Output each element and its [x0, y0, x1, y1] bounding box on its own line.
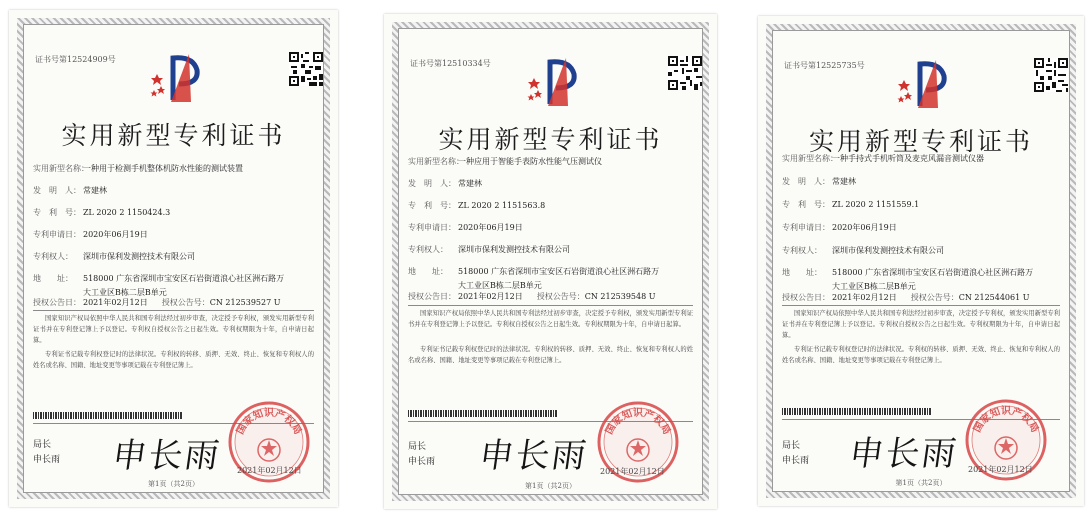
cnipa-logo-icon	[149, 50, 209, 106]
barcode-icon	[782, 408, 932, 415]
svg-text:国家知识产权局: 国家知识产权局	[603, 408, 673, 437]
certificate-title: 实用新型专利证书	[438, 125, 663, 154]
cnipa-logo-icon	[896, 56, 956, 112]
grant-statement: 国家知识产权局依照中华人民共和国专利法经过初步审查，决定授予专利权，颁发实用新型专利证书并在专利登记簿上予以登记。专利权自授权公告之日起生效。专利权期限为十年，自申请日起算。	[408, 310, 693, 328]
signatory-title: 局长 申长雨	[408, 442, 436, 467]
grant-statement: 国家知识产权局依照中华人民共和国专利法经过初步审查，决定授予专利权，颁发实用新型专利证书并在专利登记簿上予以登记。专利权自授权公告之日起生效。专利权期限为十年，自申请日起算。	[782, 310, 1060, 339]
certificate-number: 证书号第12525735号	[784, 61, 865, 70]
barcode-icon	[408, 410, 558, 417]
field-address: 地 址： 518000 广东省深圳市宝安区石岩街道浪心社区洲石路万 大工业区B栋二层B单元	[33, 274, 285, 297]
field-patentee: 专利权人： 深圳市保利发测控技术有限公司	[408, 245, 570, 254]
page-number: 第1页（共2页）	[525, 482, 576, 490]
qr-code-icon	[289, 52, 323, 86]
legal-status-statement: 专利证书记载专利权登记时的法律状况。专利权的转移、质押、无效、终止、恢复和专利权人的姓名或名称、国籍、地址变更等事项记载在专利登记簿上。	[408, 346, 693, 364]
field-patent-number: 专 利 号： ZL 2020 2 1150424.3	[33, 208, 171, 217]
field-patentee: 专利权人： 深圳市保利发测控技术有限公司	[33, 252, 195, 261]
grant-statement: 国家知识产权局依照中华人民共和国专利法经过初步审查，决定授予专利权，颁发实用新型专利证书并在专利登记簿上予以登记。专利权自授权公告之日起生效。专利权期限为十年，自申请日起算。	[33, 315, 314, 344]
qr-code-icon	[1034, 58, 1068, 92]
field-utility-model-name: 实用新型名称：一种用于检测手机整体机防水性能的测试装置	[33, 164, 243, 173]
signatory-title: 局长 申长雨	[33, 440, 61, 465]
patent-certificate-1	[9, 10, 338, 507]
field-patent-number: 专 利 号： ZL 2020 2 1151563.8	[408, 201, 546, 210]
field-inventor: 发 明 人： 常建林	[782, 177, 856, 186]
field-grant-date: 授权公告日： 2021年02月12日 授权公告号：CN 212539527 U	[33, 298, 281, 307]
field-grant-date: 授权公告日： 2021年02月12日 授权公告号：CN 212539548 U	[408, 292, 656, 301]
field-address: 地 址： 518000 广东省深圳市宝安区石岩街道浪心社区洲石路万 大工业区B栋二层B单元	[782, 268, 1034, 291]
legal-status-statement: 专利证书记载专利权登记时的法律状况。专利权的转移、质押、无效、终止、恢复和专利权人的姓名或名称、国籍、地址变更等事项记载在专利登记簿上。	[782, 346, 1060, 364]
divider-line	[782, 305, 1060, 306]
certificate-number: 证书号第12524909号	[35, 55, 116, 64]
field-address: 地 址： 518000 广东省深圳市宝安区石岩街道浪心社区洲石路万 大工业区B栋二层B单元	[408, 267, 660, 290]
director-signature: 申长雨	[109, 436, 224, 476]
certificate-title: 实用新型专利证书	[808, 127, 1033, 156]
director-signature: 申长雨	[846, 434, 961, 474]
field-filing-date: 专利申请日： 2020年06月19日	[782, 223, 897, 232]
page-number: 第1页（共2页）	[148, 480, 199, 488]
seal-date: 2021年02月12日	[600, 467, 665, 476]
field-filing-date: 专利申请日： 2020年06月19日	[33, 230, 148, 239]
signatory-title: 局长 申长雨	[782, 441, 810, 466]
field-inventor: 发 明 人： 常建林	[33, 186, 107, 195]
field-inventor: 发 明 人： 常建林	[408, 179, 482, 188]
patent-certificate-2	[384, 14, 717, 509]
divider-line	[33, 310, 314, 311]
seal-date: 2021年02月12日	[968, 465, 1033, 474]
director-signature: 申长雨	[476, 436, 591, 476]
certificate-number: 证书号第12510334号	[410, 59, 491, 68]
field-utility-model-name: 实用新型名称：一种手持式手机听筒及麦克风漏音测试仪器	[782, 154, 984, 163]
field-filing-date: 专利申请日： 2020年06月19日	[408, 223, 523, 232]
certificate-title: 实用新型专利证书	[61, 121, 286, 150]
page-number: 第1页（共2页）	[895, 479, 947, 487]
divider-line	[408, 305, 693, 306]
qr-code-icon	[668, 56, 702, 90]
svg-text:国家知识产权局: 国家知识产权局	[971, 406, 1041, 435]
barcode-icon	[33, 412, 183, 419]
patent-certificate-3	[758, 16, 1084, 506]
field-utility-model-name: 实用新型名称：一种应用于智能手表防水性能气压测试仪	[408, 157, 602, 166]
field-grant-date: 授权公告日： 2021年02月12日 授权公告号：CN 212544061 U	[782, 293, 1030, 302]
field-patent-number: 专 利 号： ZL 2020 2 1151559.1	[782, 200, 920, 209]
seal-date: 2021年02月12日	[237, 466, 302, 475]
legal-status-statement: 专利证书记载专利权登记时的法律状况。专利权的转移、质押、无效、终止、恢复和专利权人的姓名或名称、国籍、地址变更等事项记载在专利登记簿上。	[33, 351, 314, 369]
field-patentee: 专利权人： 深圳市保利发测控技术有限公司	[782, 246, 944, 255]
cnipa-logo-icon	[526, 54, 586, 110]
svg-text:国家知识产权局: 国家知识产权局	[234, 408, 304, 437]
